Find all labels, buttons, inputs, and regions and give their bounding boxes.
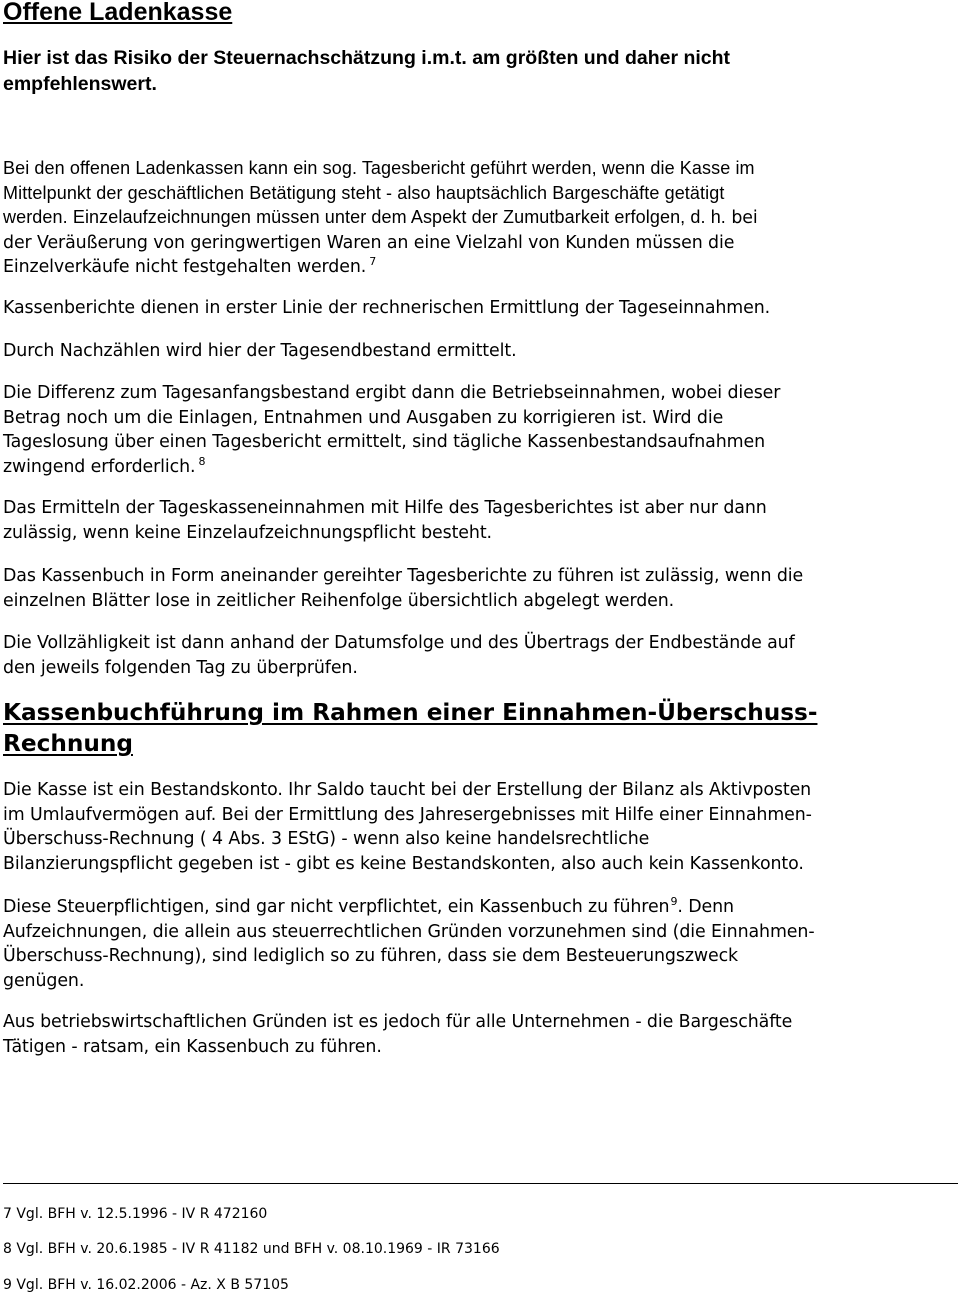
footnote-ref-9: 9 [670, 895, 678, 909]
paragraph-line: Die Kasse ist ein Bestandskonto. Ihr Saldo taucht bei der Erstellung der Bilanz als Aktivposten [3, 780, 812, 800]
paragraph-line: Kassenberichte dienen in erster Linie der rechnerischen Ermittlung der Tageseinnahmen. [3, 298, 771, 318]
paragraph-line: Tageslosung über einen Tagesbericht ermittelt, sind tägliche Kassenbestandsaufnahmen [3, 432, 766, 452]
section-heading [3, 697, 955, 759]
section-heading-line: Kassenbuchführung im Rahmen einer Einnahmen-Überschuss- [3, 699, 818, 726]
paragraph-line: den jeweils folgenden Tag zu überprüfen. [3, 657, 358, 678]
footnote-8: 8 Vgl. BFH v. 20.6.1985 - IV R 41182 und BFH v. 08.10.1969 - IR 73166 [3, 1241, 500, 1257]
paragraph-line [3, 205, 955, 231]
section-heading-line: Rechnung [3, 730, 133, 757]
intro-line: Hier ist das Risiko der Steuernachschätzung i.m.t. am größten und daher nicht [3, 47, 731, 69]
paragraph-line: Betrag noch um die Einlagen, Entnahmen und Ausgaben zu korrigieren ist. Wird die [3, 407, 724, 428]
paragraph-bestandskonto [3, 778, 955, 876]
paragraph-line: Überschuss-Rechnung ( 4 Abs. 3 EStG) - wenn also keine handelsrechtliche [3, 829, 650, 849]
paragraph-line: einzelnen Blätter lose in zeitlicher Reihenfolge übersichtlich abgelegt werden. [3, 590, 675, 611]
footnote-9: 9 Vgl. BFH v. 16.02.2006 - Az. X B 57105 [3, 1277, 289, 1293]
paragraph-line-part: bei [725, 208, 758, 228]
page-title: Offene Ladenkasse [3, 0, 233, 26]
footnote-ref-8: 8 [198, 454, 206, 468]
paragraph-line-text: . Denn [677, 897, 734, 917]
paragraph-line-text: zwingend erforderlich. [3, 456, 196, 477]
footnote-7: 7 Vgl. BFH v. 12.5.1996 - IV R 472160 [3, 1206, 268, 1222]
paragraph-line [3, 895, 955, 920]
paragraph-line: Mittelpunkt der geschäftlichen Betätigung steht - also hauptsächlich Bargeschäfte getätigt [3, 182, 725, 203]
paragraph-line: der Veräußerung von geringwertigen Waren an eine Vielzahl von Kunden müssen die [3, 232, 735, 253]
paragraph-betriebswirtschaftlich [3, 1010, 955, 1059]
paragraph-line: Das Kassenbuch in Form aneinander gereihter Tagesberichte zu führen ist zulässig, wenn die [3, 566, 804, 586]
paragraph-tagesbericht [3, 156, 955, 280]
paragraph-line: Das Ermitteln der Tageskasseneinnahmen mit Hilfe des Tagesberichtes ist aber nur dann [3, 498, 767, 518]
paragraph-line: Bilanzierungspflicht gegeben ist - gibt es keine Bestandskonten, also auch kein Kassenkonto. [3, 853, 804, 874]
paragraph-line: Die Vollzähligkeit ist dann anhand der Datumsfolge und des Übertrags der Endbestände auf [3, 633, 795, 653]
intro-warning [3, 45, 948, 97]
paragraph-vollzaehligkeit [3, 631, 955, 680]
paragraph-steuerpflichtige [3, 895, 955, 993]
paragraph-line-text: Einzelverkäufe nicht festgehalten werden. [3, 257, 367, 277]
paragraph-line: Durch Nachzählen wird hier der Tagesendbestand ermittelt. [3, 341, 517, 361]
paragraph-nachzaehlen [3, 339, 955, 364]
paragraph-line-text: Diese Steuerpflichtigen, sind gar nicht verpflichtet, ein Kassenbuch zu führen [3, 897, 670, 917]
paragraph-line: Bei den offenen Ladenkassen kann ein sog. Tagesbericht geführt werden, wenn die Kasse im [3, 158, 755, 178]
paragraph-line [3, 455, 955, 480]
paragraph-kassenbuch-form [3, 564, 955, 613]
footnote-ref-7: 7 [369, 255, 377, 269]
paragraph-line: genügen. [3, 970, 85, 991]
intro-line: empfehlenswert. [3, 73, 157, 95]
paragraph-line: Aus betriebswirtschaftlichen Gründen ist es jedoch für alle Unternehmen - die Bargeschäfte [3, 1012, 793, 1032]
paragraph-differenz [3, 381, 955, 479]
paragraph-line: Aufzeichnungen, die allein aus steuerrechtlichen Gründen vorzunehmen sind (die Einnahmen- [3, 921, 815, 942]
paragraph-line: im Umlaufvermögen auf. Bei der Ermittlung des Jahresergebnisses mit Hilfe einer Einnahmen- [3, 804, 812, 825]
paragraph-kassenberichte [3, 296, 955, 321]
paragraph-line-part: werden. Einzelaufzeichnungen müssen unter dem Aspekt der Zumutbarkeit erfolgen, d. h. [3, 207, 726, 227]
paragraph-line [3, 255, 955, 280]
paragraph-ermitteln [3, 496, 955, 545]
paragraph-line: Die Differenz zum Tagesanfangsbestand ergibt dann die Betriebseinnahmen, wobei dieser [3, 383, 781, 403]
paragraph-line: Tätigen - ratsam, ein Kassenbuch zu führen. [3, 1036, 382, 1057]
footnote-separator [3, 1183, 958, 1184]
paragraph-line: Überschuss-Rechnung), sind lediglich so zu führen, dass sie dem Besteuerungszweck [3, 946, 739, 966]
paragraph-line: zulässig, wenn keine Einzelaufzeichnungspflicht besteht. [3, 522, 492, 543]
